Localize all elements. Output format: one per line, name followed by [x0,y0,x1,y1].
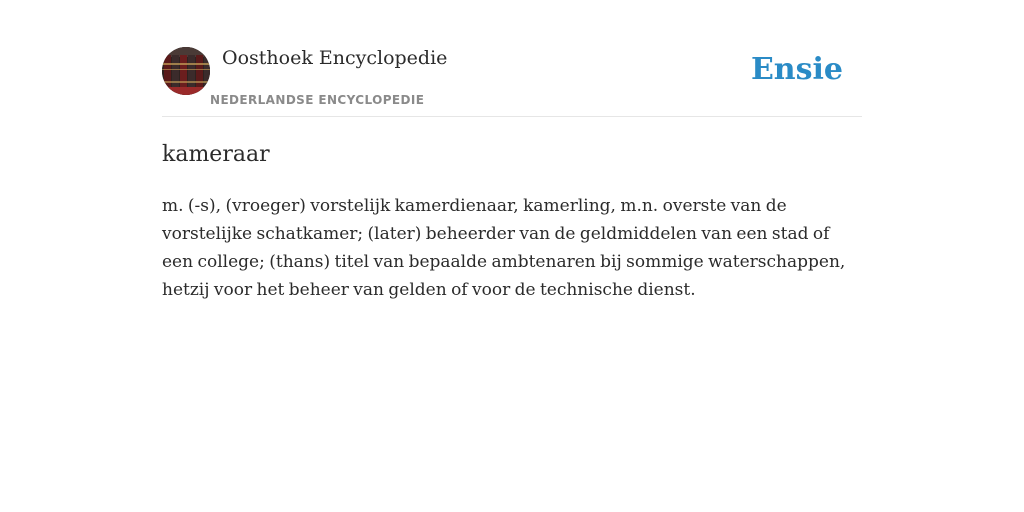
source-subtitle: NEDERLANDSE ENCYCLOPEDIE [210,93,425,107]
entry-definition: m. (-s), (vroeger) vorstelijk kamerdienaar, kamerling, m.n. overste van de vorstelijke schatkamer; (later) beheerder van de geldmiddelen van een stad of een college; (thans) titel van bepaalde ambtenaren bij sommige waterschappen, hetzij voor het beheer van gelden of voor de technische dienst. [162,196,846,300]
entry-header [162,46,862,117]
ensie-logo-link[interactable]: Ensie [750,52,843,87]
encyclopedia-books-icon[interactable] [162,47,210,95]
entry-headword: kameraar [162,142,270,167]
source-title[interactable]: Oosthoek Encyclopedie [222,47,448,69]
